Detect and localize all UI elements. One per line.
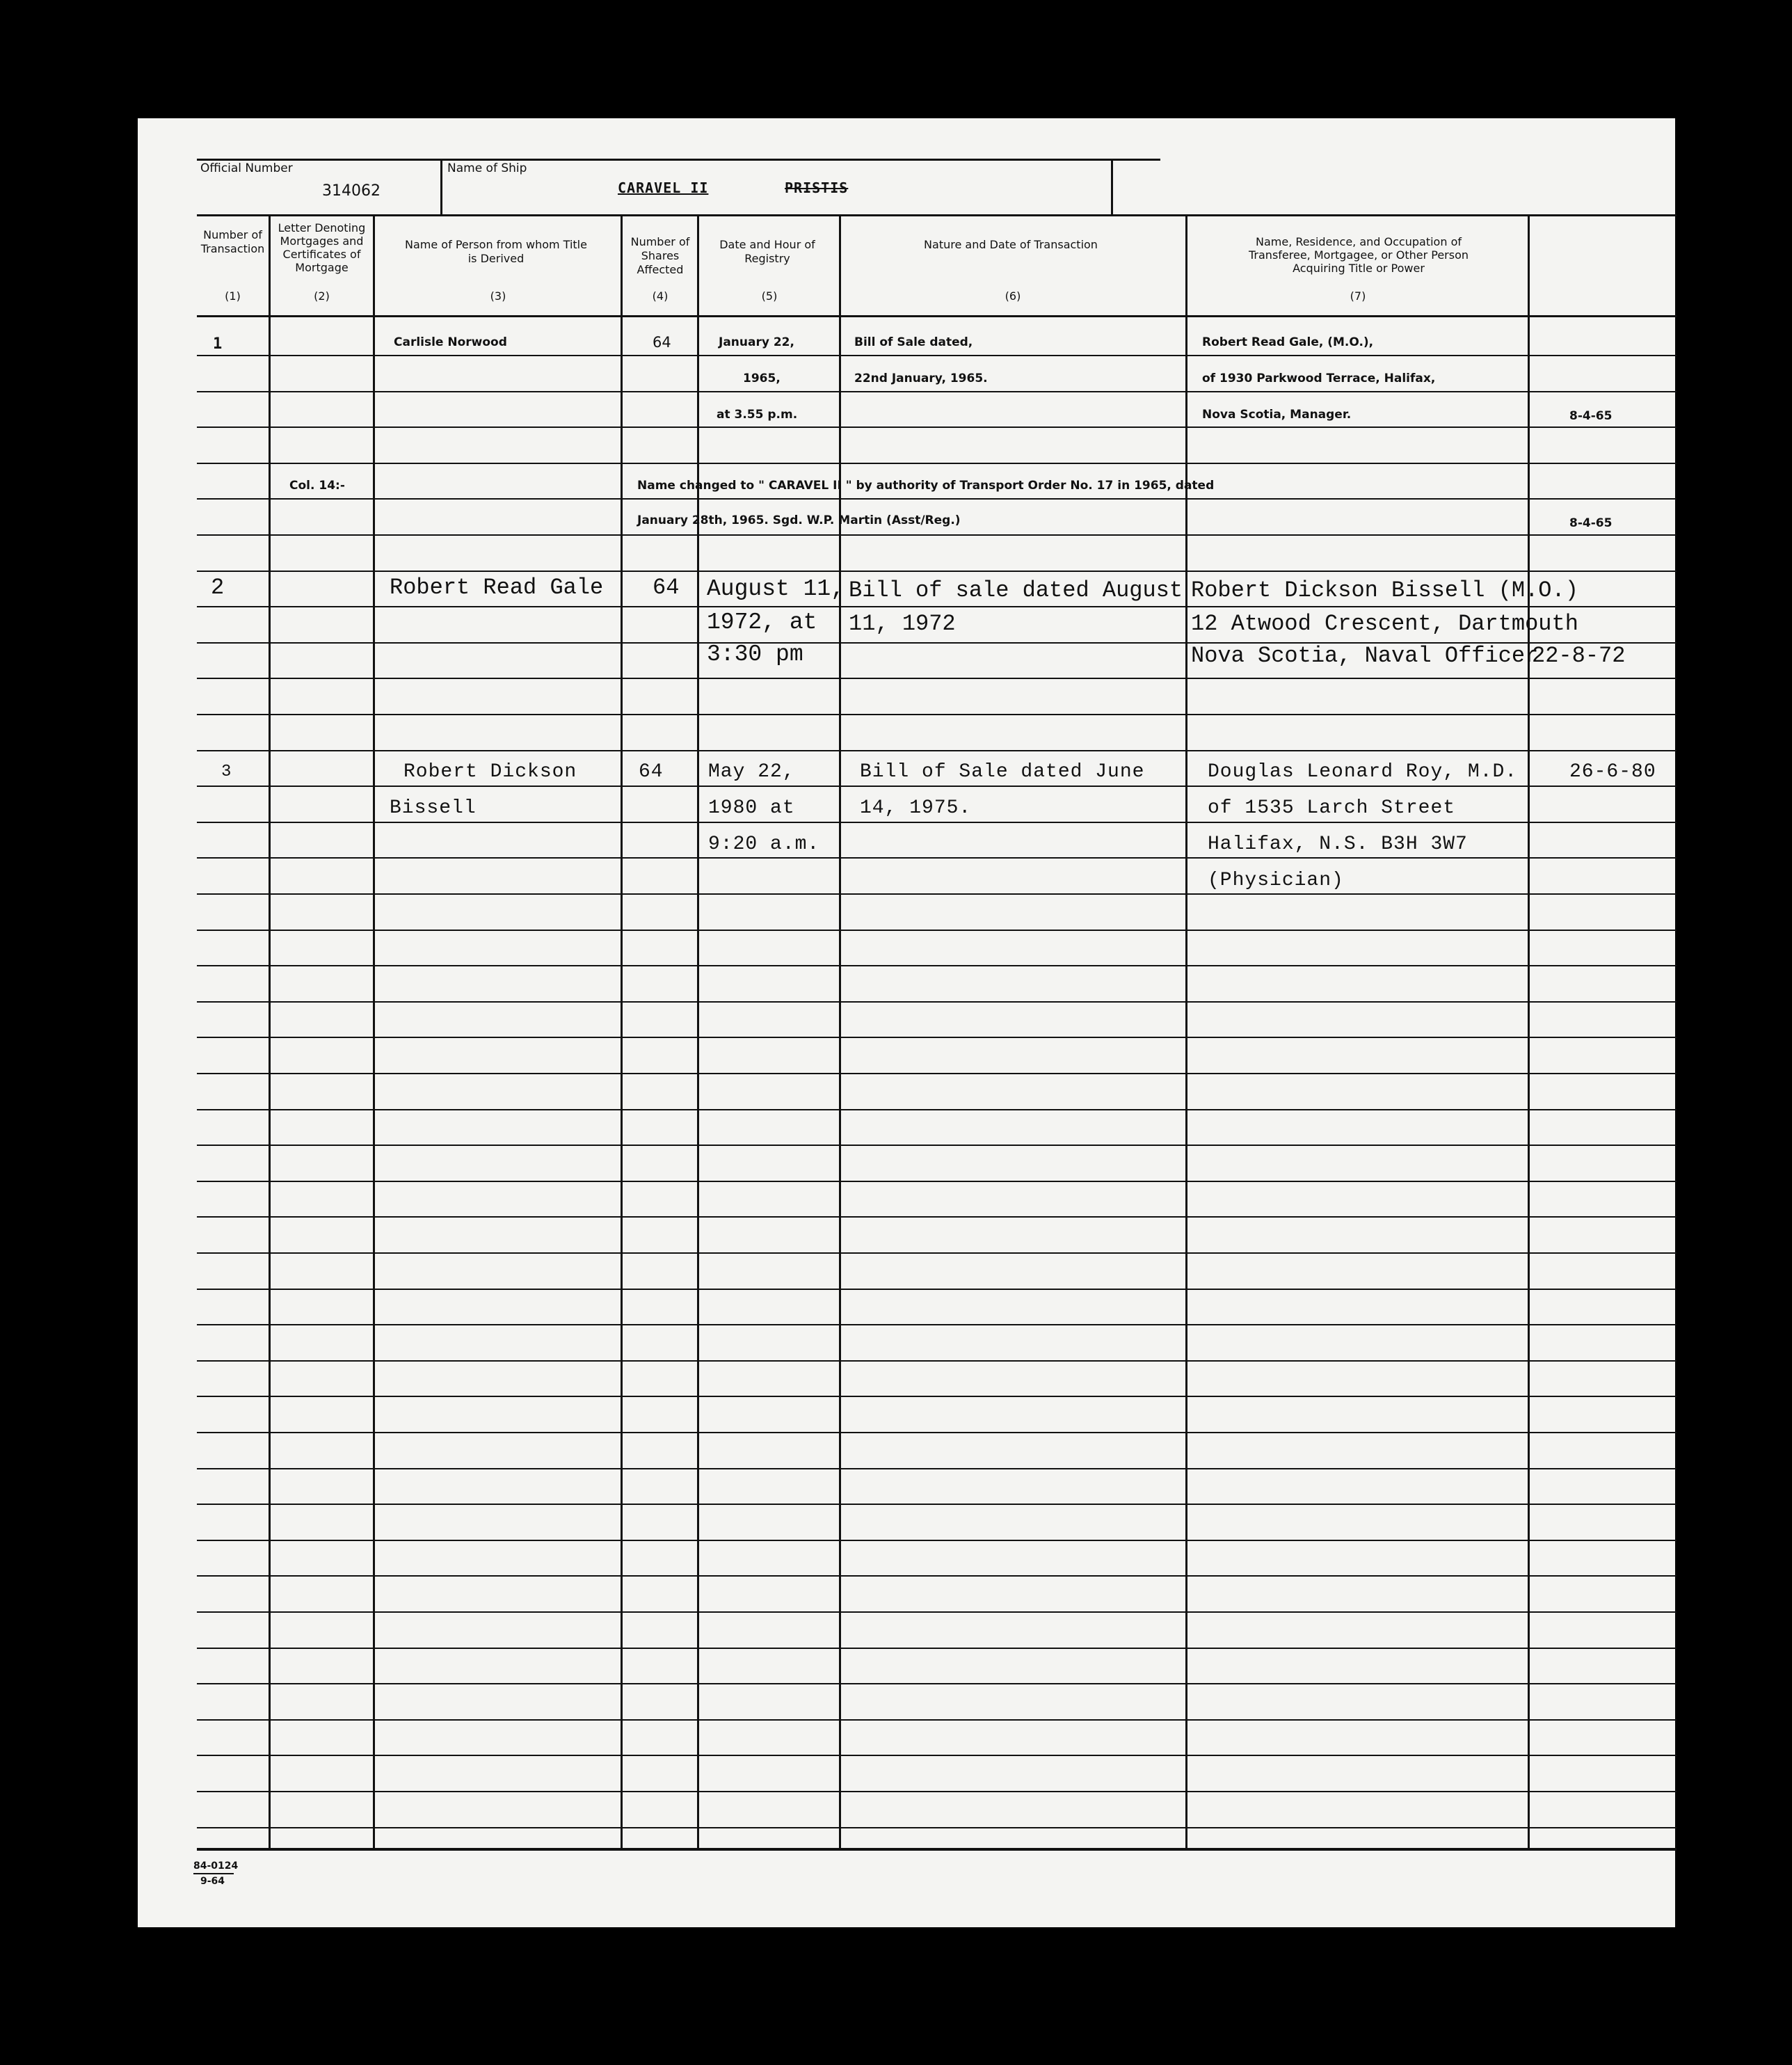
ruled-line [197, 930, 1677, 931]
ruled-line [197, 714, 1677, 715]
col-num-7: (7) [1350, 289, 1366, 303]
entry-3-date-line3: 9:20 a.m. [708, 834, 820, 855]
ruled-line [197, 965, 1677, 966]
entry-2-date-line1: August 11, [707, 576, 845, 602]
ruled-line [197, 534, 1677, 536]
entry-1-transferee-line2: of 1930 Parkwood Terrace, Halifax, [1202, 372, 1436, 385]
entry-1-side-date: 8-4-65 [1569, 409, 1613, 423]
entry-1-nature-line1: Bill of Sale dated, [854, 335, 973, 349]
table-bottom [197, 1848, 1677, 1851]
entry-2-transferee-line3: Nova Scotia, Naval Officer [1191, 643, 1539, 669]
col-line-5 [839, 214, 841, 1849]
entry-2-date-line3: 3:30 pm [707, 641, 803, 667]
official-number-label: Official Number [200, 161, 293, 175]
entry-1-number: 1 [213, 335, 223, 353]
col-num-3: (3) [490, 289, 506, 303]
ruled-line [197, 463, 1677, 464]
table-top [197, 214, 1677, 216]
entry-1-shares: 64 [653, 334, 671, 351]
form-code-rule [193, 1873, 234, 1874]
ruled-line [197, 498, 1677, 500]
ruled-line [197, 1360, 1677, 1362]
ruled-line [197, 893, 1677, 895]
col-header-5: Date and Hour of Registry [719, 238, 815, 265]
ruled-line [197, 1468, 1677, 1469]
col-line-4 [697, 214, 699, 1849]
entry-1-transferee-line1: Robert Read Gale, (M.O.), [1202, 335, 1374, 349]
ruled-line [197, 857, 1677, 859]
ruled-line [197, 355, 1677, 356]
entry-1-nature-line2: 22nd January, 1965. [854, 372, 988, 385]
ruled-line [197, 1181, 1677, 1182]
ruled-line [197, 1396, 1677, 1397]
entry-2-date-line2: 1972, at [707, 609, 817, 635]
entry-3-side-date: 26-6-80 [1569, 761, 1656, 783]
col-num-5: (5) [761, 289, 778, 303]
entry-3-nature-line2: 14, 1975. [860, 797, 972, 819]
form-date: 9-64 [200, 1876, 225, 1887]
entry-3-nature-line1: Bill of Sale dated June [860, 761, 1145, 783]
col-num-1: (1) [225, 289, 241, 303]
ruled-line [197, 786, 1677, 787]
col-header-7: Name, Residence, and Occupation of Transferee, Mortgagee, or Other Person Acquiring Title or Power [1249, 235, 1469, 275]
ruled-line [197, 1289, 1677, 1290]
col-num-2: (2) [314, 289, 330, 303]
ruled-line [197, 822, 1677, 823]
ruled-line [197, 571, 1677, 572]
entry-2-nature-line1: Bill of sale dated August [849, 577, 1183, 603]
entry-2-number: 2 [211, 575, 225, 600]
ruled-line [197, 1755, 1677, 1756]
ruled-line [197, 1073, 1677, 1074]
ruled-line [197, 1252, 1677, 1254]
note-label: Col. 14:- [289, 479, 345, 493]
ruled-line [197, 1648, 1677, 1649]
ruled-line [197, 1432, 1677, 1433]
col-header-2: Letter Denoting Mortgages and Certificates of Mortgage [278, 221, 366, 274]
entry-3-date-line1: May 22, [708, 761, 795, 783]
header-bottom [197, 315, 1677, 317]
ship-name-struck: PRISTIS [785, 180, 849, 196]
header-box-top [197, 159, 1160, 161]
ship-name-label: Name of Ship [447, 161, 527, 175]
entry-3-transferee-line3: Halifax, N.S. B3H 3W7 [1208, 834, 1468, 855]
col-header-4: Number of Shares Affected [630, 235, 690, 276]
ship-name: CARAVEL II [618, 180, 709, 196]
col-header-6: Nature and Date of Transaction [924, 238, 1098, 251]
entry-3-from-line1: Robert Dickson [403, 761, 577, 783]
ruled-line [197, 606, 1677, 607]
ruled-line [197, 1504, 1677, 1505]
entry-3-date-line2: 1980 at [708, 797, 795, 819]
col-header-3: Name of Person from whom Title is Derived [405, 238, 587, 265]
note-line1: Name changed to " CARAVEL II " by authority of Transport Order No. 17 in 1965, dated [637, 479, 1215, 493]
ruled-line [197, 1324, 1677, 1325]
ruled-line [197, 426, 1677, 428]
note-side-date: 8-4-65 [1569, 516, 1613, 530]
entry-3-transferee-line4: (Physician) [1208, 870, 1344, 891]
entry-2-shares: 64 [653, 575, 680, 600]
header-box-right [1111, 159, 1113, 214]
ruled-line [197, 1611, 1677, 1613]
ruled-line [197, 1001, 1677, 1003]
entry-2-nature-line2: 11, 1972 [849, 611, 956, 637]
ruled-line [197, 1216, 1677, 1218]
entry-2-transferee-line2: 12 Atwood Crescent, Dartmouth [1191, 611, 1578, 637]
entry-3-shares: 64 [639, 761, 664, 783]
ruled-line [197, 750, 1677, 751]
entry-3-transferee-line1: Douglas Leonard Roy, M.D. [1208, 761, 1518, 783]
ruled-line [197, 1683, 1677, 1684]
ruled-line [197, 1109, 1677, 1110]
ruled-line [197, 1791, 1677, 1792]
note-line2: January 28th, 1965. Sgd. W.P. Martin (Asst/Reg.) [637, 513, 961, 527]
col-line-6 [1185, 214, 1187, 1849]
entry-1-date-line2: 1965, [743, 372, 781, 385]
ruled-line [197, 1719, 1677, 1721]
ruled-line [197, 1827, 1677, 1828]
header-box-divider [440, 159, 442, 214]
entry-2-side-date: 22-8-72 [1532, 643, 1626, 669]
entry-3-number: 3 [221, 763, 232, 781]
entry-1-date-line1: January 22, [719, 335, 794, 349]
entry-1-date-line3: at 3.55 p.m. [717, 408, 798, 422]
entry-1-transferee-line3: Nova Scotia, Manager. [1202, 408, 1352, 422]
ruled-line [197, 1145, 1677, 1146]
col-line-2 [373, 214, 375, 1849]
entry-1-from: Carlisle Norwood [394, 335, 507, 349]
official-number: 314062 [322, 182, 381, 200]
ruled-line [197, 391, 1677, 392]
ruled-line [197, 1575, 1677, 1577]
entry-2-transferee-line1: Robert Dickson Bissell (M.O.) [1191, 577, 1578, 603]
col-num-6: (6) [1005, 289, 1021, 303]
register-page [138, 118, 1675, 1927]
entry-2-from: Robert Read Gale [390, 575, 604, 600]
entry-3-from-line2: Bissell [390, 797, 477, 819]
col-line-1 [269, 214, 271, 1849]
col-line-3 [621, 214, 623, 1849]
entry-3-transferee-line2: of 1535 Larch Street [1208, 797, 1456, 819]
col-line-7 [1528, 214, 1530, 1849]
form-code: 84-0124 [193, 1860, 239, 1872]
ruled-line [197, 1540, 1677, 1541]
col-header-1: Number of Transaction [200, 228, 265, 255]
ruled-line [197, 1037, 1677, 1038]
col-num-4: (4) [652, 289, 669, 303]
ruled-line [197, 678, 1677, 679]
